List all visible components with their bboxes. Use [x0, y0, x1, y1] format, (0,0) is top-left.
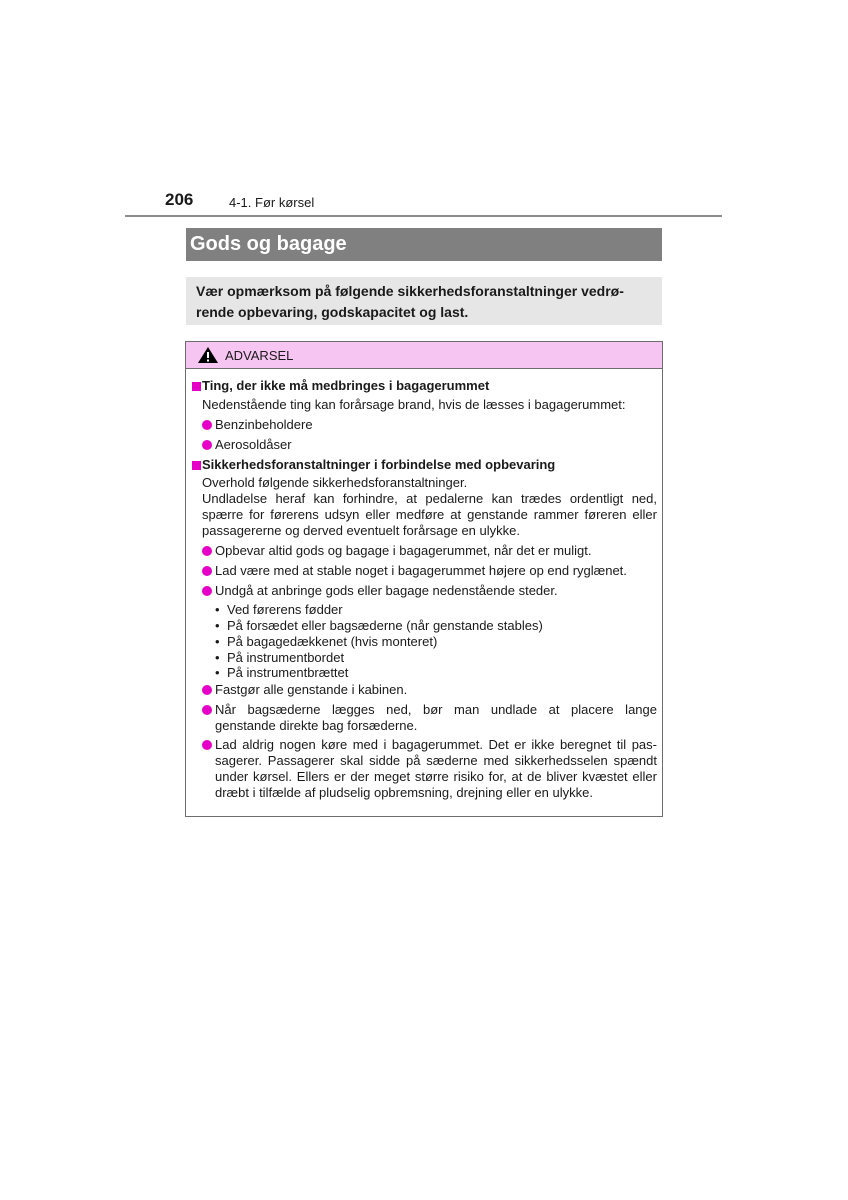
sub-list-item: På bagagedækkenet (hvis monteret)	[227, 634, 438, 649]
warning-paragraph-1: Nedenstående ting kan forårsage brand, hvis de læsses i bagagerummet:	[202, 397, 626, 412]
intro-box	[186, 277, 662, 325]
section-square-icon	[192, 461, 201, 470]
intro-line: Vær opmærksom på følgende sikkerhedsforanstaltninger vedrø-	[196, 283, 624, 299]
warning-box	[185, 341, 663, 817]
sub-list-item: På instrumentbrættet	[227, 665, 349, 680]
warning-heading-1: Ting, der ikke må medbringes i bagagerummet	[202, 378, 490, 393]
warning-paragraph-line: spærre for førerens udsyn eller medføre at genstande rammer føreren eller	[202, 507, 657, 522]
sub-bullet-icon: •	[215, 602, 220, 617]
list-item: Aerosoldåser	[215, 437, 292, 452]
bullet-dot-icon	[202, 705, 212, 715]
list-item-line: genstande direkte bag forsæderne.	[215, 718, 418, 733]
page-title: Gods og bagage	[186, 228, 662, 261]
section-square-icon	[192, 382, 201, 391]
warning-triangle-icon	[197, 346, 219, 364]
list-item-line: dræbt i tilfælde af pludselig opbremsning, drejning eller en ulykke.	[215, 785, 593, 800]
bullet-dot-icon	[202, 440, 212, 450]
sub-list-item: Ved førerens fødder	[227, 602, 343, 617]
sub-list-item: På forsædet eller bagsæderne (når genstande stables)	[227, 618, 543, 633]
list-item-line: Når bagsæderne lægges ned, bør man undlade at placere lange	[215, 702, 657, 717]
warning-paragraph-line: Undladelse heraf kan forhindre, at pedalerne kan trædes ordentligt ned,	[202, 491, 657, 506]
list-item-line: Lad aldrig nogen køre med i bagagerummet. Det er ikke beregnet til pas-	[215, 737, 657, 752]
section-reference: 4-1. Før kørsel	[229, 195, 315, 210]
sub-bullet-icon: •	[215, 634, 220, 649]
sub-bullet-icon: •	[215, 618, 220, 633]
warning-paragraph-line: Overhold følgende sikkerhedsforanstaltninger.	[202, 475, 468, 490]
warning-paragraph-line: passagererne og derved eventuelt forårsage en ulykke.	[202, 523, 520, 538]
list-item-line: sagerer. Passagerer skal sidde på sæderne med sikkerhedsselen spændt	[215, 753, 657, 768]
warning-header	[186, 342, 662, 369]
intro-line: rende opbevaring, godskapacitet og last.	[196, 304, 469, 320]
bullet-dot-icon	[202, 566, 212, 576]
list-item: Opbevar altid gods og bagage i bagagerummet, når det er muligt.	[215, 543, 592, 558]
bullet-dot-icon	[202, 685, 212, 695]
sub-bullet-icon: •	[215, 665, 220, 680]
list-item: Lad være med at stable noget i bagagerummet højere op end ryglænet.	[215, 563, 627, 578]
list-item: Fastgør alle genstande i kabinen.	[215, 682, 408, 697]
bullet-dot-icon	[202, 420, 212, 430]
list-item: Undgå at anbringe gods eller bagage nedenstående steder.	[215, 583, 558, 598]
bullet-dot-icon	[202, 546, 212, 556]
list-item-line: under kørsel. Ellers er der meget større risiko for, at de bliver kvæstet eller	[215, 769, 657, 784]
bullet-dot-icon	[202, 586, 212, 596]
sub-bullet-icon: •	[215, 650, 220, 665]
bullet-dot-icon	[202, 740, 212, 750]
warning-label: ADVARSEL	[225, 347, 294, 363]
header-divider	[125, 215, 722, 217]
page-number: 206	[165, 190, 194, 209]
sub-list-item: På instrumentbordet	[227, 650, 345, 665]
warning-heading-2: Sikkerhedsforanstaltninger i forbindelse med opbevaring	[202, 457, 556, 472]
list-item: Benzinbeholdere	[215, 417, 313, 432]
